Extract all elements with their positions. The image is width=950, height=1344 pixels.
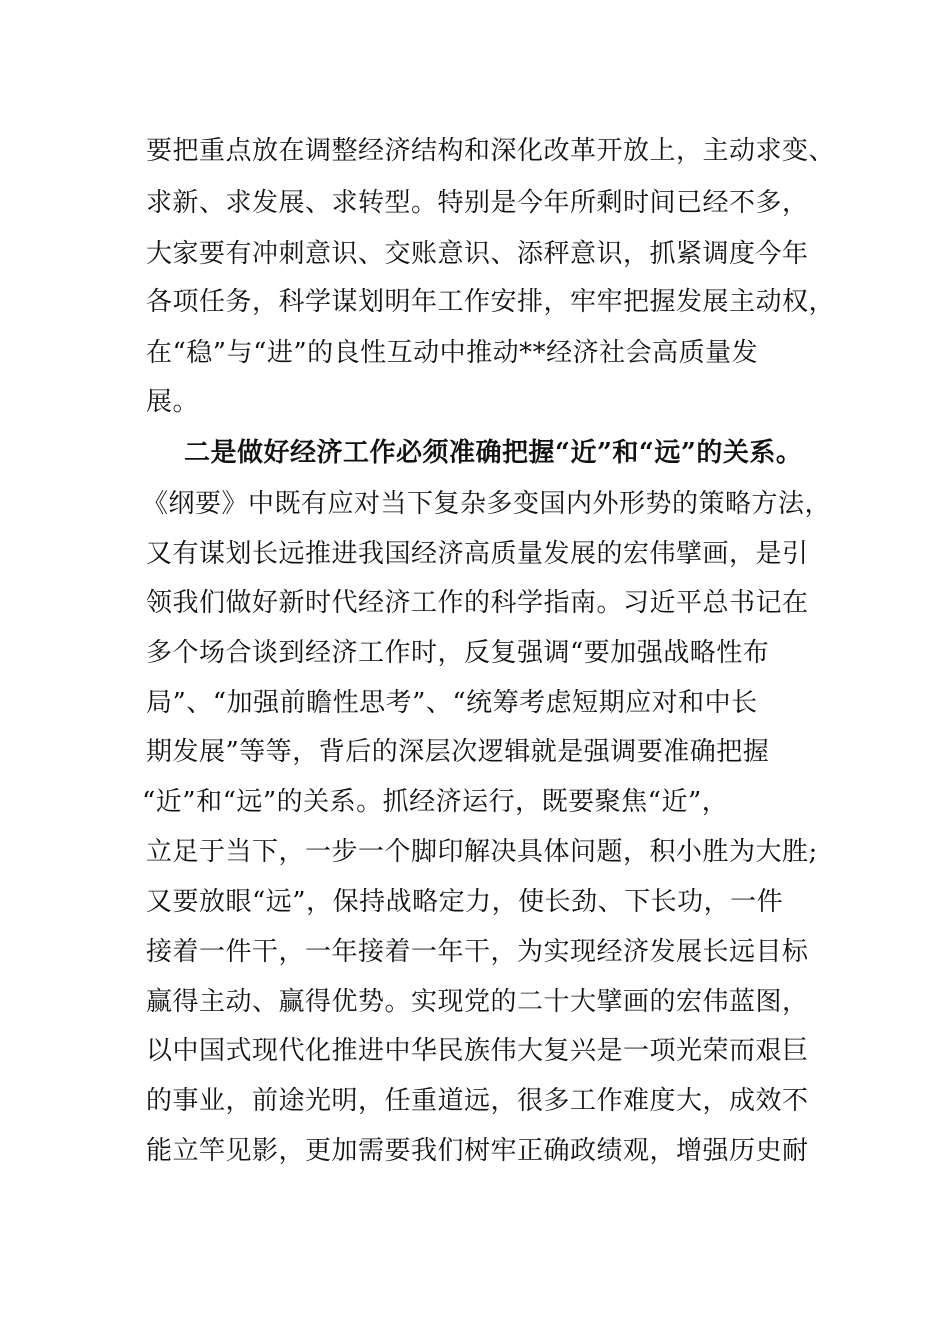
paragraph-line: 以中国式现代化推进中华民族伟大复兴是一项光荣而艰巨 bbox=[146, 1036, 809, 1066]
paragraph-line: 又要放眼“远”，保持战略定力，使长劲、下长功，一件 bbox=[146, 887, 784, 917]
paragraph-line: 期发展”等等，背后的深层次逻辑就是强调要准确把握 bbox=[146, 737, 770, 767]
paragraph-line: “近”和“远”的关系。抓经济运行，既要聚焦“近”， bbox=[142, 787, 729, 817]
paragraph-line: 立足于当下，一步一个脚印解决具体问题，积小胜为大胜; bbox=[146, 837, 818, 867]
paragraph-line: 各项任务，科学谋划明年工作安排，牢牢把握发展主动权， bbox=[146, 287, 836, 317]
paragraph-line: 的事业，前途光明，任重道远，很多工作难度大，成效不 bbox=[146, 1086, 809, 1116]
paragraph-line: 领我们做好新时代经济工作的科学指南。习近平总书记在 bbox=[146, 588, 809, 618]
paragraph-line: 能立竿见影，更加需要我们树牢正确政绩观，增强历史耐 bbox=[146, 1136, 809, 1166]
section-heading-line: 二是做好经济工作必须准确把握“近”和“远”的关系。 bbox=[184, 438, 803, 468]
paragraph-line: 又有谋划长远推进我国经济高质量发展的宏伟擘画，是引 bbox=[146, 539, 809, 569]
paragraph-line: 大家要有冲刺意识、交账意识、添秤意识，抓紧调度今年 bbox=[146, 239, 809, 269]
paragraph-line: 赢得主动、赢得优势。实现党的二十大擘画的宏伟蓝图， bbox=[146, 987, 809, 1017]
paragraph-line: 在“稳”与“进”的良性互动中推动**经济社会高质量发 bbox=[146, 338, 759, 368]
paragraph-line: 要把重点放在调整经济结构和深化改革开放上，主动求变、 bbox=[146, 136, 836, 166]
paragraph-line: 接着一件干，一年接着一年干，为实现经济发展长远目标 bbox=[146, 937, 809, 967]
paragraph-line: 局”、“加强前瞻性思考”、“统筹考虑短期应对和中长 bbox=[146, 688, 758, 718]
paragraph-line: 《纲要》中既有应对当下复杂多变国内外形势的策略方法， bbox=[142, 489, 832, 519]
paragraph-line: 展。 bbox=[146, 387, 200, 417]
paragraph-line: 求新、求发展、求转型。特别是今年所剩时间已经不多， bbox=[146, 188, 809, 218]
paragraph-line: 多个场合谈到经济工作时，反复强调“要加强战略性布 bbox=[146, 638, 770, 668]
